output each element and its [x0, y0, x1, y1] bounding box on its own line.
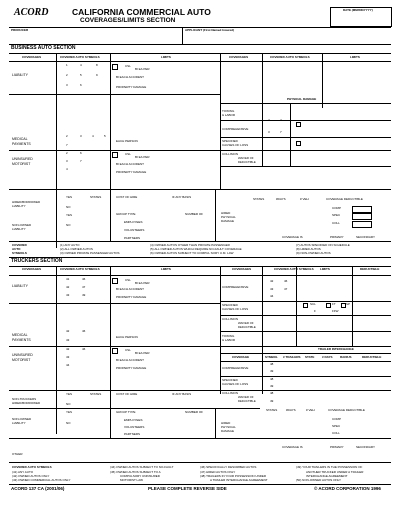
- biz-um-num-7: 7: [80, 159, 82, 163]
- biz-coverage-is: COVERAGE IS: [282, 235, 303, 239]
- biz-num-8: 8: [96, 63, 98, 67]
- trk-ti-trailers: # TRAILERS: [283, 355, 301, 359]
- trk-hdr-coverages: COVERAGES: [22, 267, 42, 271]
- trk-hired-rule: [9, 438, 391, 439]
- biz-waiver: WAIVER OF: [238, 156, 254, 160]
- biz-comp-rule: [220, 137, 391, 138]
- biz-hired-states: STATES: [90, 195, 102, 199]
- trk-num-43: 43: [66, 293, 70, 297]
- date-label: DATE (MM/DD/YYYY): [343, 8, 373, 12]
- biz-sym-1: (1) ANY AUTO: [60, 243, 80, 247]
- trk-hired-col-b: [215, 408, 216, 438]
- biz-hired-col-b: [215, 189, 216, 241]
- biz-col-line-r2: [322, 53, 323, 108]
- trk-hdr-deductible: DEDUCTIBLE: [360, 267, 380, 271]
- biz-comp: COMP: [332, 206, 341, 210]
- trk-sym-49c: INTERCHANGE AGREEMENT: [306, 474, 348, 478]
- biz-hired-phys-2: PHYSICAL: [221, 215, 236, 219]
- biz-property-damage: PROPERTY DAMAGE: [116, 85, 147, 89]
- biz-specified: SPECIFIED: [222, 139, 238, 143]
- biz-hired-liability: LIABILITY: [12, 204, 26, 208]
- biz-num-1: 1: [66, 63, 68, 67]
- biz-non-owned-liab: LIABILITY: [12, 227, 26, 231]
- trk-num-42: 42: [66, 285, 70, 289]
- trk-if-any-basis: IF ANY BASIS: [172, 392, 192, 396]
- biz-um-csl: CSL: [125, 152, 131, 156]
- biz-volunteers: VOLUNTEERS: [124, 228, 145, 232]
- trk-ti-49c: 49: [270, 399, 274, 403]
- biz-coll-box[interactable]: [352, 221, 372, 228]
- applicant-label: APPLICANT (First Named Insured): [185, 28, 235, 32]
- biz-sym-title-2: AUTO: [12, 247, 21, 251]
- trk-collision: COLLISION: [222, 317, 239, 321]
- biz-employees: EMPLOYEES: [124, 220, 143, 224]
- biz-hdr-symbols-r: COVERED AUTO SYMBOLS: [270, 55, 310, 59]
- trk-spec-rule: [220, 315, 391, 316]
- trk-other-rule: [9, 462, 391, 463]
- biz-collision: COLLISION: [222, 152, 239, 156]
- trk-comprehensive: COMPREHENSIVE: [222, 285, 249, 289]
- trk-ti-comp-rule: [220, 376, 391, 377]
- biz-med-rule: [9, 150, 220, 151]
- trk-specified: SPECIFIED: [222, 303, 238, 307]
- biz-um-num-2: 2: [66, 151, 68, 155]
- trk-ti-48b: 48: [270, 377, 274, 381]
- trk-hdr-limits-r: LIMITS: [320, 267, 330, 271]
- biz-pd-num-4: 4: [280, 118, 282, 122]
- biz-bi-each-accident: BI EACH ACCIDENT: [116, 75, 145, 79]
- biz-pd-rule: [220, 103, 391, 104]
- biz-each-person: EACH PERSON: [116, 139, 138, 143]
- trk-each-person: EACH PERSON: [116, 335, 138, 339]
- biz-um-bi-ea-per: BI EA PER: [135, 155, 150, 159]
- trk-ti-hdr-rule: [220, 361, 391, 362]
- trk-coverage-is: COVERAGE IS: [282, 445, 303, 449]
- trk-sym-42: (42) OWNED AUTOS ONLY: [12, 474, 50, 478]
- trk-hdr-rule: [9, 275, 391, 276]
- trk-towing-rule: [220, 346, 391, 347]
- trk-labor: & LABOR: [222, 338, 236, 342]
- biz-hdr-rule: [9, 61, 391, 62]
- trk-sym-48: (48) TRAILERS IN YOUR POSSESSION UNDER: [200, 474, 267, 478]
- biz-liability-label: LIABILITY: [12, 73, 28, 77]
- biz-sym-2: (2) ALL OWNED AUTOS: [60, 247, 93, 251]
- biz-partners: PARTNERS: [124, 236, 141, 240]
- trk-ti-causes: CAUSES OF LOSS: [222, 382, 249, 386]
- biz-labor: & LABOR: [222, 113, 236, 117]
- trk-r-num-42: 42: [270, 279, 274, 283]
- trk-um-csl: CSL: [125, 348, 131, 352]
- trk-sp: SP: [346, 302, 351, 306]
- biz-liab-rule: [9, 94, 220, 95]
- trk-hdr-covered-r: COVERED AUTO SYMBOLS: [274, 267, 314, 271]
- biz-col-line-r1: [262, 53, 263, 108]
- trk-sym-49: (49) YOUR TRAILERS IN THE POSSESSION OF: [296, 465, 363, 469]
- trk-f: F: [314, 309, 316, 313]
- trk-hp-days: #DAYS: [286, 408, 296, 412]
- trk-num-47: 47: [82, 285, 86, 289]
- trk-non-no: NO: [66, 421, 71, 425]
- footer-center: PLEASE COMPLETE REVERSE SIDE: [148, 486, 227, 491]
- biz-hdr-symbols: COVERED AUTO SYMBOLS: [60, 55, 100, 59]
- biz-num-5: 5: [80, 73, 82, 77]
- trk-med-42: 42: [66, 329, 70, 333]
- trk-ti-comprehensive: COMPREHENSIVE: [222, 366, 249, 370]
- trk-ti-hdr-top: [220, 353, 391, 354]
- trk-ti-radius: RADIUS: [340, 355, 352, 359]
- biz-if-any-basis: IF ANY BASIS: [172, 195, 192, 199]
- biz-deductible: DEDUCTIBLE: [238, 160, 256, 164]
- trk-medical: MEDICAL: [12, 333, 28, 337]
- biz-group-type: GROUP TYPE: [116, 212, 136, 216]
- trk-csl: CSL: [125, 278, 131, 282]
- trk-ti-specified: SPECIFIED: [222, 378, 238, 382]
- trk-bi-each-accident: BI EACH ACCIDENT: [116, 287, 145, 291]
- trk-hdr-coverages-r: COVERAGES: [232, 267, 252, 271]
- trk-trailer-interchange: TRAILER INTERCHANGE: [318, 347, 354, 351]
- biz-medical: MEDICAL: [12, 137, 28, 141]
- trucker-section-title: TRUCKERS SECTION: [11, 258, 63, 264]
- business-title-rule: [9, 53, 391, 54]
- biz-spec: SPEC: [332, 213, 341, 217]
- trk-num-46: 46: [82, 277, 86, 281]
- trk-hdr-symbols: COVERED AUTO SYMBOLS: [60, 267, 100, 271]
- biz-number-of: NUMBER OF: [185, 212, 203, 216]
- trk-causes: CAUSES OF LOSS: [222, 307, 249, 311]
- trk-partners: PARTNERS: [124, 432, 141, 436]
- biz-hired-phys: HIRED: [221, 211, 231, 215]
- trk-end-rule: [9, 484, 391, 485]
- business-section-title: BUSINESS AUTO SECTION: [11, 45, 76, 51]
- trk-hired-borrowed: HIRED/BORROWED: [12, 401, 41, 405]
- biz-bi-ea-per: BI EA PER: [135, 67, 150, 71]
- trk-sym-41: (41) ANY AUTO: [12, 470, 34, 474]
- biz-med-num-3: 3: [80, 134, 82, 138]
- trk-hired-phys-3: DAMAGE: [221, 429, 235, 433]
- trk-col-r2: [296, 266, 297, 346]
- biz-pd-num-3: 3: [268, 130, 270, 134]
- biz-end-rule: [9, 257, 391, 258]
- trk-col-mid: [220, 266, 221, 394]
- trk-bi-ea-per: BI EA PER: [135, 281, 150, 285]
- trk-ti-state: STATE: [305, 355, 315, 359]
- footer-copyright: © ACORD CORPORATION 1996: [314, 486, 381, 491]
- trk-waiver: WAIVER OF: [238, 321, 254, 325]
- trk-hired-phys-2: PHYSICAL: [221, 425, 236, 429]
- biz-um-each-accident: BI EACH ACCIDENT: [116, 162, 145, 166]
- trk-scl: SCL: [310, 302, 316, 306]
- biz-med-num-7: 7: [66, 143, 68, 147]
- biz-hired-borrowed: HIRED/BORROWED: [12, 200, 41, 204]
- biz-coll: COLL: [332, 221, 340, 225]
- biz-towing: TOWING: [222, 109, 235, 113]
- biz-pd-num-7: 7: [280, 130, 282, 134]
- biz-sym-title-1: COVERED: [12, 243, 27, 247]
- trk-liability: LIABILITY: [12, 284, 28, 288]
- biz-med-num-5: 5: [104, 134, 106, 138]
- trk-um-checkbox[interactable]: [112, 348, 118, 354]
- biz-primary: PRIMARY: [330, 235, 344, 239]
- biz-sym-9: (9) NON-OWNED AUTOS: [296, 251, 331, 255]
- trk-spec: SPEC: [332, 424, 341, 428]
- biz-secondary: SECONDARY: [356, 235, 375, 239]
- trk-col-2: [110, 266, 111, 394]
- trk-hired-phys: HIRED: [221, 421, 231, 425]
- biz-pd-col-2: [290, 103, 291, 166]
- biz-um-num-3: 3: [66, 159, 68, 163]
- biz-sym-5: (5) ALL OWNED AUTOS WHICH REQUIRE NO-FAULT COVERAGE: [150, 247, 242, 251]
- trk-sym-title: COVERED AUTO SYMBOLS: [12, 465, 52, 469]
- biz-pd-num-2: 2: [268, 118, 270, 122]
- trk-hired-states: STATES: [90, 392, 102, 396]
- trk-hp-states: STATES: [266, 408, 278, 412]
- trk-other: OTHER: [12, 452, 23, 456]
- trk-ti-48a: 48: [270, 362, 274, 366]
- trk-sym-50: (50) NON-OWNED AUTOS ONLY: [296, 478, 342, 482]
- biz-hired-no: NO: [66, 205, 71, 209]
- trk-um-rule: [9, 390, 391, 391]
- trk-r-num-47: 47: [284, 287, 288, 291]
- biz-sym-8: (8) HIRED AUTOS: [296, 247, 321, 251]
- biz-pd-checkbox-a[interactable]: [296, 122, 301, 127]
- biz-uninsured: UNINSURED: [12, 157, 33, 161]
- trk-hp-veh: # VEH: [306, 408, 315, 412]
- trk-ti-49b: 49: [270, 384, 274, 388]
- trk-waiver-ded: DEDUCTIBLE: [238, 325, 256, 329]
- trk-sp-box[interactable]: [341, 303, 346, 308]
- biz-med-num-2: 2: [66, 134, 68, 138]
- trk-um-42: 42: [66, 347, 70, 351]
- trk-ti-coverage: COVERAGE: [232, 355, 250, 359]
- trk-ti-49a: 49: [270, 369, 274, 373]
- biz-num-6: 6: [80, 83, 82, 87]
- biz-cov-deductible: COVERAGE DEDUCTIBLE: [326, 197, 363, 201]
- trk-um-each-acc: BI EACH ACCIDENT: [116, 358, 145, 362]
- trk-hdr-limits: LIMITS: [161, 267, 171, 271]
- biz-col-line-2: [110, 53, 111, 189]
- biz-hp-states: STATES: [253, 197, 265, 201]
- trk-num-49: 49: [82, 293, 86, 297]
- trk-pd: PROPERTY DAMAGE: [116, 295, 147, 299]
- trk-ft-box[interactable]: [326, 303, 331, 308]
- biz-towing-rule: [220, 120, 391, 121]
- biz-non-no: NO: [66, 223, 71, 227]
- trk-hired-yes: YES: [66, 392, 73, 396]
- biz-comprehensive: COMPREHENSIVE: [222, 127, 249, 131]
- trk-med-43: 43: [66, 338, 70, 342]
- trk-um-44: 44: [66, 363, 70, 367]
- trk-ti-waiver: WAIVER OF: [238, 395, 254, 399]
- trk-payments: PAYMENTS: [12, 338, 31, 342]
- trk-cost-of-hire: COST OF HIRE: [116, 392, 138, 396]
- trk-ffw: FFW: [332, 309, 339, 313]
- biz-num-2: 2: [66, 73, 68, 77]
- trk-non-yes: YES: [66, 410, 73, 414]
- form-title: CALIFORNIA COMMERCIAL AUTO: [72, 7, 211, 17]
- trk-ti-48c: 48: [270, 391, 274, 395]
- biz-motorist: MOTORIST: [12, 162, 31, 166]
- biz-hdr-limits: LIMITS: [161, 55, 171, 59]
- acord-logo: ACORD: [14, 7, 49, 18]
- trk-hired-col-a: [110, 390, 111, 438]
- biz-sym-6: (6) OWNED AUTOS SUBJECT TO COMPUL SORY U.M. LAW: [150, 251, 234, 255]
- trk-non-owned: NON-OWNED: [12, 417, 32, 421]
- biz-coll-rule: [220, 166, 391, 167]
- biz-num-3: 3: [66, 83, 68, 87]
- trk-motorist: MOTORIST: [12, 358, 31, 362]
- biz-um-num-6: 6: [80, 151, 82, 155]
- trk-um-pd: PROPERTY DAMAGE: [116, 366, 147, 370]
- trk-um-46: 46: [82, 347, 86, 351]
- biz-csl: CSL: [125, 64, 131, 68]
- biz-liab-checkbox-a[interactable]: [112, 64, 118, 70]
- biz-non-owned: NON-OWNED: [12, 223, 32, 227]
- biz-hdr-coverages-r: COVERAGES: [229, 55, 249, 59]
- trk-coll-rule: [220, 331, 391, 332]
- trk-ti-waiver-ded: DEDUCTIBLE: [238, 399, 256, 403]
- trk-r-num-43: 43: [270, 287, 274, 291]
- biz-spec-box[interactable]: [352, 213, 372, 220]
- biz-hp-days: #DAYS: [276, 197, 286, 201]
- trk-sym-49b: ANOTHER TRUCKER UNDER A TRAILER: [306, 470, 364, 474]
- biz-med-num-4: 4: [92, 134, 94, 138]
- trk-sym-45: (45) OWNED AUTOS SUBJECT TO A: [110, 470, 161, 474]
- footer-form-id: ACORD 137 CA (2001/06): [11, 486, 65, 491]
- biz-hp-veh: # VEH: [300, 197, 309, 201]
- trk-ti-collision: COLLISION: [222, 391, 239, 395]
- trk-scl-box[interactable]: [303, 303, 308, 308]
- trk-cov-deductible: COVERAGE DEDUCTIBLE: [328, 408, 365, 412]
- biz-causes: CAUSES OF LOSS: [222, 143, 249, 147]
- biz-sym-7: (7) AUTOS SPECIFIED ON SCHEDULE: [296, 243, 350, 247]
- trk-sym-46: (46) SPECIFICALLY DESCRIBED AUTOS: [200, 465, 257, 469]
- trk-ti-days: # DAYS: [322, 355, 333, 359]
- producer-label: PRODUCER: [11, 28, 29, 32]
- trk-primary: PRIMARY: [330, 445, 344, 449]
- biz-hdr-coverages: COVERAGES: [22, 55, 42, 59]
- biz-um-pd: PROPERTY DAMAGE: [116, 170, 147, 174]
- biz-spec-rule: [220, 150, 391, 151]
- trk-uninsured: UNINSURED: [12, 353, 33, 357]
- trk-secondary: SECONDARY: [356, 445, 375, 449]
- trk-sym-48b: A TRAILER INTERCHANGE AGREEMENT: [210, 478, 268, 482]
- trk-ti-symbol: SYMBOL: [265, 355, 278, 359]
- biz-pd-col-1: [262, 103, 263, 166]
- biz-num-4: 4: [80, 63, 82, 67]
- trk-sym-44: (44) OWNED AUTOS SUBJECT TO NO-FAULT: [110, 465, 174, 469]
- trk-hired-mid-rule: [9, 408, 260, 409]
- producer-divider: [182, 27, 183, 44]
- biz-um-rule: [9, 189, 391, 190]
- biz-cost-of-hire: COST OF HIRE: [116, 195, 138, 199]
- biz-non-yes: YES: [66, 213, 73, 217]
- biz-um-num-4: 4: [66, 167, 68, 171]
- biz-um-checkbox[interactable]: [112, 152, 118, 158]
- trk-non-owned-liab: LIABILITY: [12, 421, 26, 425]
- trk-med-rule: [9, 346, 220, 347]
- trk-liab-rule: [9, 303, 220, 304]
- trk-ti-deductible: DEDUCTIBLE: [362, 355, 382, 359]
- trk-non-truckers: NON-TRUCKERS: [12, 397, 37, 401]
- biz-sym-3: (3) OWNED PRIVATE PASSENGER AUTOS: [60, 251, 120, 255]
- trk-um-43: 43: [66, 355, 70, 359]
- trk-ft: FT: [332, 302, 336, 306]
- trk-coll: COLL: [332, 431, 340, 435]
- biz-col-mid: [220, 53, 221, 189]
- trk-num-41: 41: [66, 277, 70, 281]
- trk-employees: EMPLOYEES: [124, 418, 143, 422]
- trk-um-bi-ea-per: BI EA PER: [135, 351, 150, 355]
- trk-sym-45c: MOTORIST LAW: [120, 478, 143, 482]
- biz-hired-rule: [9, 241, 391, 242]
- trk-sym-43: (43) OWNED COMMERCIAL AUTOS ONLY: [12, 478, 71, 482]
- trk-towing: TOWING: [222, 334, 235, 338]
- biz-num-9: 9: [96, 73, 98, 77]
- trk-volunteers: VOLUNTEERS: [124, 425, 145, 429]
- trk-r-num-44: 44: [270, 294, 274, 298]
- trk-group-type: GROUP TYPE: [116, 410, 136, 414]
- biz-hired-yes: YES: [66, 195, 73, 199]
- trk-sym-45b: COMPULSORY UNINSURED: [120, 474, 160, 478]
- biz-pd-checkbox-b[interactable]: [296, 141, 301, 146]
- trk-med-46: 46: [82, 329, 86, 333]
- form-subtitle: COVERAGES/LIMITS SECTION: [80, 17, 176, 24]
- trk-col-r3: [352, 266, 353, 346]
- biz-payments: PAYMENTS: [12, 142, 31, 146]
- trk-hired-no: NO: [66, 402, 71, 406]
- biz-hired-phys-3: DAMAGE: [221, 219, 235, 223]
- trk-col-r1: [262, 266, 263, 394]
- biz-comp-box[interactable]: [352, 206, 372, 213]
- biz-hdr-limits-r: LIMITS: [350, 55, 360, 59]
- trk-r-num-46: 46: [284, 279, 288, 283]
- biz-hired-col-a: [110, 189, 111, 241]
- biz-sym-4: (4) OWNED AUTOS OTHER THAN PRIVATE PASSENGER: [150, 243, 230, 247]
- trk-sym-47: (47) HIRED AUTOS ONLY: [200, 470, 236, 474]
- biz-physical-damage: PHYSICAL DAMAGE: [287, 97, 317, 101]
- biz-sym-title-3: SYMBOLS: [12, 251, 27, 255]
- trk-comp-rule: [220, 301, 391, 302]
- trk-liab-checkbox[interactable]: [112, 278, 118, 284]
- trk-number-of: NUMBER OF: [185, 410, 203, 414]
- trk-comp: COMP: [332, 417, 341, 421]
